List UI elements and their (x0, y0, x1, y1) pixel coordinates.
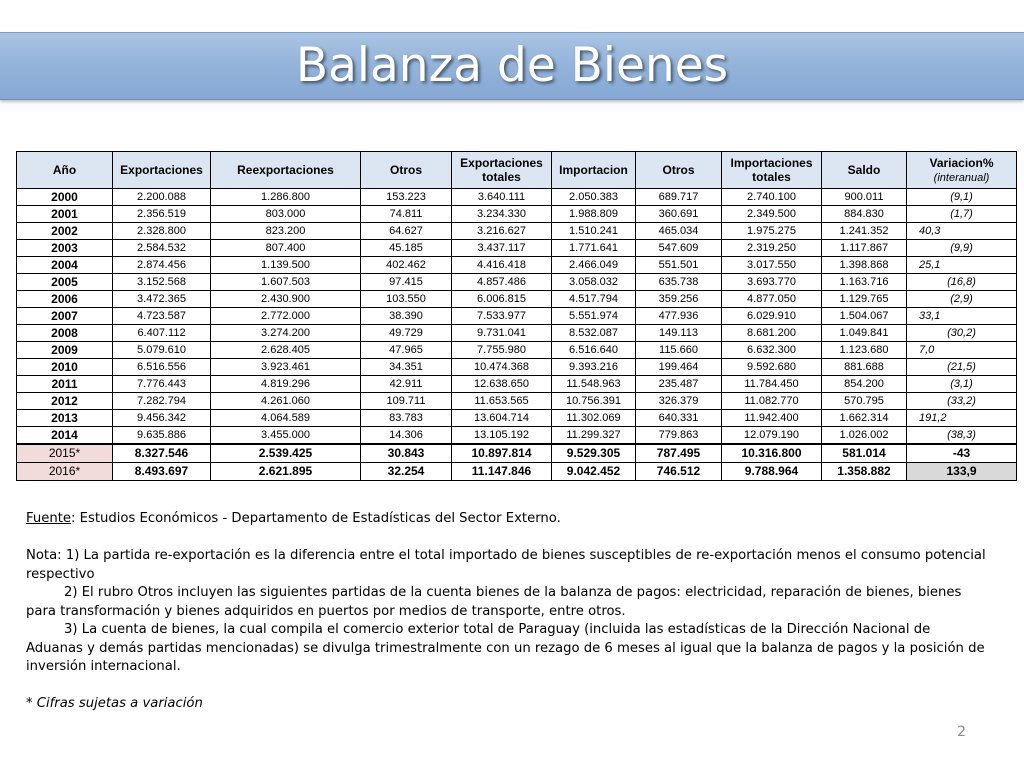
value-cell: 34.351 (361, 359, 452, 376)
value-cell: 881.688 (822, 359, 907, 376)
year-cell: 2005 (17, 274, 113, 291)
value-cell: 49.729 (361, 325, 452, 342)
table-row (17, 308, 1017, 325)
value-cell: 3.472.365 (113, 291, 211, 308)
table-row (17, 359, 1017, 376)
value-cell: 5.551.974 (552, 308, 636, 325)
value-cell: 13.604.714 (452, 410, 552, 427)
value-cell: 115.660 (636, 342, 722, 359)
value-cell: 30.843 (361, 444, 452, 463)
value-cell: 2.349.500 (722, 206, 822, 223)
table-row (17, 274, 1017, 291)
year-cell: 2010 (17, 359, 113, 376)
value-cell: (30,2) (907, 325, 1017, 342)
value-cell: 109.711 (361, 393, 452, 410)
value-cell: 14.306 (361, 427, 452, 445)
value-cell: 4.877.050 (722, 291, 822, 308)
value-cell: 1.049.841 (822, 325, 907, 342)
value-cell: 97.415 (361, 274, 452, 291)
table-row (17, 463, 1017, 481)
table-row (17, 240, 1017, 257)
header-imports: Importacion (552, 152, 636, 189)
value-cell: 1.129.765 (822, 291, 907, 308)
year-cell: 2011 (17, 376, 113, 393)
header-variation: Variacion% (interanual) (907, 152, 1017, 189)
value-cell: 33,1 (907, 308, 1017, 325)
value-cell: 7.533.977 (452, 308, 552, 325)
value-cell: 570.795 (822, 393, 907, 410)
value-cell: 635.738 (636, 274, 722, 291)
value-cell: 9.393.216 (552, 359, 636, 376)
value-cell: 1.026.002 (822, 427, 907, 445)
value-cell: 4.819.296 (211, 376, 361, 393)
recent-rows (17, 444, 1017, 481)
value-cell: 9.592.680 (722, 359, 822, 376)
table-row (17, 291, 1017, 308)
value-cell: 1.975.275 (722, 223, 822, 240)
year-cell: 2015* (17, 444, 113, 463)
year-cell: 2004 (17, 257, 113, 274)
value-cell: 2.628.405 (211, 342, 361, 359)
value-cell: 3.437.117 (452, 240, 552, 257)
value-cell: 3.274.200 (211, 325, 361, 342)
value-cell: 2.740.100 (722, 189, 822, 206)
value-cell: 13.105.192 (452, 427, 552, 445)
value-cell: 133,9 (907, 463, 1017, 481)
value-cell: 2.430.900 (211, 291, 361, 308)
table-row (17, 189, 1017, 206)
value-cell: 689.717 (636, 189, 722, 206)
table-row (17, 257, 1017, 274)
value-cell: 7.755.980 (452, 342, 552, 359)
year-cell: 2006 (17, 291, 113, 308)
value-cell: 2.874.456 (113, 257, 211, 274)
value-cell: 8.493.697 (113, 463, 211, 481)
value-cell: (16,8) (907, 274, 1017, 291)
value-cell: 47.965 (361, 342, 452, 359)
value-cell: 746.512 (636, 463, 722, 481)
table-row (17, 206, 1017, 223)
source-text: : Estudios Económicos - Departamento de Estadísticas del Sector Externo. (70, 511, 561, 526)
value-cell: 9.731.041 (452, 325, 552, 342)
value-cell: 3.693.770 (722, 274, 822, 291)
table-row (17, 393, 1017, 410)
value-cell: 1.504.067 (822, 308, 907, 325)
year-cell: 2009 (17, 342, 113, 359)
header-year: Año (17, 152, 113, 189)
value-cell: 1.241.352 (822, 223, 907, 240)
year-cell: 2003 (17, 240, 113, 257)
value-cell: 12.079.190 (722, 427, 822, 445)
title-bar (0, 32, 1024, 100)
value-cell: 11.147.846 (452, 463, 552, 481)
value-cell: 4.723.587 (113, 308, 211, 325)
value-cell: 10.316.800 (722, 444, 822, 463)
value-cell: 2.772.000 (211, 308, 361, 325)
value-cell: 8.532.087 (552, 325, 636, 342)
value-cell: 4.064.589 (211, 410, 361, 427)
value-cell: 6.407.112 (113, 325, 211, 342)
table-row (17, 410, 1017, 427)
value-cell: 199.464 (636, 359, 722, 376)
value-cell: 74.811 (361, 206, 452, 223)
table-row (17, 376, 1017, 393)
value-cell: 807.400 (211, 240, 361, 257)
table-row (17, 223, 1017, 240)
value-cell: 9.788.964 (722, 463, 822, 481)
value-cell: 11.082.770 (722, 393, 822, 410)
header-other-exports: Otros (361, 152, 452, 189)
value-cell: 326.379 (636, 393, 722, 410)
value-cell: 2.539.425 (211, 444, 361, 463)
value-cell: 103.550 (361, 291, 452, 308)
year-cell: 2012 (17, 393, 113, 410)
year-cell: 2002 (17, 223, 113, 240)
value-cell: 3.234.330 (452, 206, 552, 223)
note-3: 3) La cuenta de bienes, la cual compila el comercio exterior total de Paraguay (incluida las estadísticas de la Dirección Nacional de Aduanas y demás partidas mencionadas) se divulga trimestralmente con un rezago de 6 meses al igual que la balanza de pagos y la posición de inversión internacional. (26, 622, 985, 674)
value-cell: (38,3) (907, 427, 1017, 445)
value-cell: (9,9) (907, 240, 1017, 257)
footnote: * Cifras sujetas a variación (26, 696, 203, 711)
year-cell: 2016* (17, 463, 113, 481)
value-cell: 477.936 (636, 308, 722, 325)
value-cell: 6.006.815 (452, 291, 552, 308)
value-cell: 2.200.088 (113, 189, 211, 206)
value-cell: 3.923.461 (211, 359, 361, 376)
value-cell: 3.152.568 (113, 274, 211, 291)
header-total-exports: Exportaciones totales (452, 152, 552, 189)
value-cell: 2.319.250 (722, 240, 822, 257)
value-cell: 2.356.519 (113, 206, 211, 223)
value-cell: 1.358.882 (822, 463, 907, 481)
value-cell: 149.113 (636, 325, 722, 342)
value-cell: 465.034 (636, 223, 722, 240)
value-cell: 10.474.368 (452, 359, 552, 376)
value-cell: 6.632.300 (722, 342, 822, 359)
value-cell: 900.011 (822, 189, 907, 206)
value-cell: 11.302.069 (552, 410, 636, 427)
value-cell: (3,1) (907, 376, 1017, 393)
value-cell: 1.510.241 (552, 223, 636, 240)
table-row (17, 325, 1017, 342)
value-cell: 4.261.060 (211, 393, 361, 410)
value-cell: 83.783 (361, 410, 452, 427)
value-cell: 8.681.200 (722, 325, 822, 342)
year-cell: 2001 (17, 206, 113, 223)
source-line (26, 510, 991, 529)
value-cell: 64.627 (361, 223, 452, 240)
header-reexports: Reexportaciones (211, 152, 361, 189)
value-cell: 42.911 (361, 376, 452, 393)
slide-title: Balanza de Bienes (295, 38, 729, 93)
value-cell: -43 (907, 444, 1017, 463)
value-cell: 11.942.400 (722, 410, 822, 427)
value-cell: 547.609 (636, 240, 722, 257)
value-cell: 8.327.546 (113, 444, 211, 463)
notes-block (26, 510, 991, 714)
header-other-imports: Otros (636, 152, 722, 189)
table-header-row (17, 152, 1017, 189)
balance-table (16, 151, 1017, 481)
value-cell: 581.014 (822, 444, 907, 463)
source-label: Fuente (26, 511, 71, 526)
year-cell: 2014 (17, 427, 113, 445)
value-cell: 3.017.550 (722, 257, 822, 274)
value-cell: 7,0 (907, 342, 1017, 359)
value-cell: 1.662.314 (822, 410, 907, 427)
page-number: 2 (957, 724, 966, 740)
value-cell: 551.501 (636, 257, 722, 274)
value-cell: 7.282.794 (113, 393, 211, 410)
value-cell: (21,5) (907, 359, 1017, 376)
value-cell: 10.756.391 (552, 393, 636, 410)
value-cell: 11.299.327 (552, 427, 636, 445)
historical-rows (17, 189, 1017, 445)
value-cell: 3.058.032 (552, 274, 636, 291)
value-cell: 803.000 (211, 206, 361, 223)
value-cell: 235.487 (636, 376, 722, 393)
value-cell: 3.640.111 (452, 189, 552, 206)
value-cell: 1.398.868 (822, 257, 907, 274)
value-cell: 779.863 (636, 427, 722, 445)
value-cell: 1.123.680 (822, 342, 907, 359)
value-cell: 2.584.532 (113, 240, 211, 257)
value-cell: 45.185 (361, 240, 452, 257)
value-cell: 9.529.305 (552, 444, 636, 463)
value-cell: 11.653.565 (452, 393, 552, 410)
value-cell: 2.466.049 (552, 257, 636, 274)
value-cell: 6.516.556 (113, 359, 211, 376)
value-cell: 11.548.963 (552, 376, 636, 393)
value-cell: (2,9) (907, 291, 1017, 308)
value-cell: 1.286.800 (211, 189, 361, 206)
note-1: Nota: 1) La partida re-exportación es la diferencia entre el total importado de bienes susceptibles de re-exportación menos el consumo potencial respectivo (26, 548, 986, 582)
value-cell: 9.042.452 (552, 463, 636, 481)
value-cell: 11.784.450 (722, 376, 822, 393)
value-cell: 2.050.383 (552, 189, 636, 206)
value-cell: 4.517.794 (552, 291, 636, 308)
value-cell: 787.495 (636, 444, 722, 463)
year-cell: 2008 (17, 325, 113, 342)
value-cell: 823.200 (211, 223, 361, 240)
value-cell: 6.029.910 (722, 308, 822, 325)
value-cell: 3.455.000 (211, 427, 361, 445)
table-row (17, 444, 1017, 463)
value-cell: 38.390 (361, 308, 452, 325)
header-balance: Saldo (822, 152, 907, 189)
note-2: 2) El rubro Otros incluyen las siguientes partidas de la cuenta bienes de la balanza de pagos: electricidad, reparación de bienes, bienes para transformación y bienes adquiridos en puertos por medios de transporte, entre otros. (26, 585, 962, 619)
value-cell: 1.607.503 (211, 274, 361, 291)
value-cell: 9.635.886 (113, 427, 211, 445)
value-cell: 2.621.895 (211, 463, 361, 481)
value-cell: 854.200 (822, 376, 907, 393)
header-exports: Exportaciones (113, 152, 211, 189)
value-cell: 1.771.641 (552, 240, 636, 257)
value-cell: 3.216.627 (452, 223, 552, 240)
value-cell: (1,7) (907, 206, 1017, 223)
value-cell: 4.857.486 (452, 274, 552, 291)
value-cell: 6.516.640 (552, 342, 636, 359)
value-cell: 402.462 (361, 257, 452, 274)
table-row (17, 427, 1017, 445)
value-cell: 191,2 (907, 410, 1017, 427)
value-cell: 5.079.610 (113, 342, 211, 359)
year-cell: 2013 (17, 410, 113, 427)
value-cell: 40,3 (907, 223, 1017, 240)
value-cell: 1.163.716 (822, 274, 907, 291)
value-cell: 10.897.814 (452, 444, 552, 463)
year-cell: 2000 (17, 189, 113, 206)
value-cell: 12.638.650 (452, 376, 552, 393)
value-cell: 7.776.443 (113, 376, 211, 393)
value-cell: 1.988.809 (552, 206, 636, 223)
value-cell: 2.328.800 (113, 223, 211, 240)
value-cell: (9,1) (907, 189, 1017, 206)
value-cell: 359.256 (636, 291, 722, 308)
value-cell: 360.691 (636, 206, 722, 223)
value-cell: 4.416.418 (452, 257, 552, 274)
value-cell: 640.331 (636, 410, 722, 427)
year-cell: 2007 (17, 308, 113, 325)
value-cell: 1.117.867 (822, 240, 907, 257)
value-cell: 153.223 (361, 189, 452, 206)
value-cell: 25,1 (907, 257, 1017, 274)
value-cell: 9.456.342 (113, 410, 211, 427)
header-total-imports: Importaciones totales (722, 152, 822, 189)
value-cell: 1.139.500 (211, 257, 361, 274)
value-cell: 884.830 (822, 206, 907, 223)
table-row (17, 342, 1017, 359)
value-cell: (33,2) (907, 393, 1017, 410)
value-cell: 32.254 (361, 463, 452, 481)
